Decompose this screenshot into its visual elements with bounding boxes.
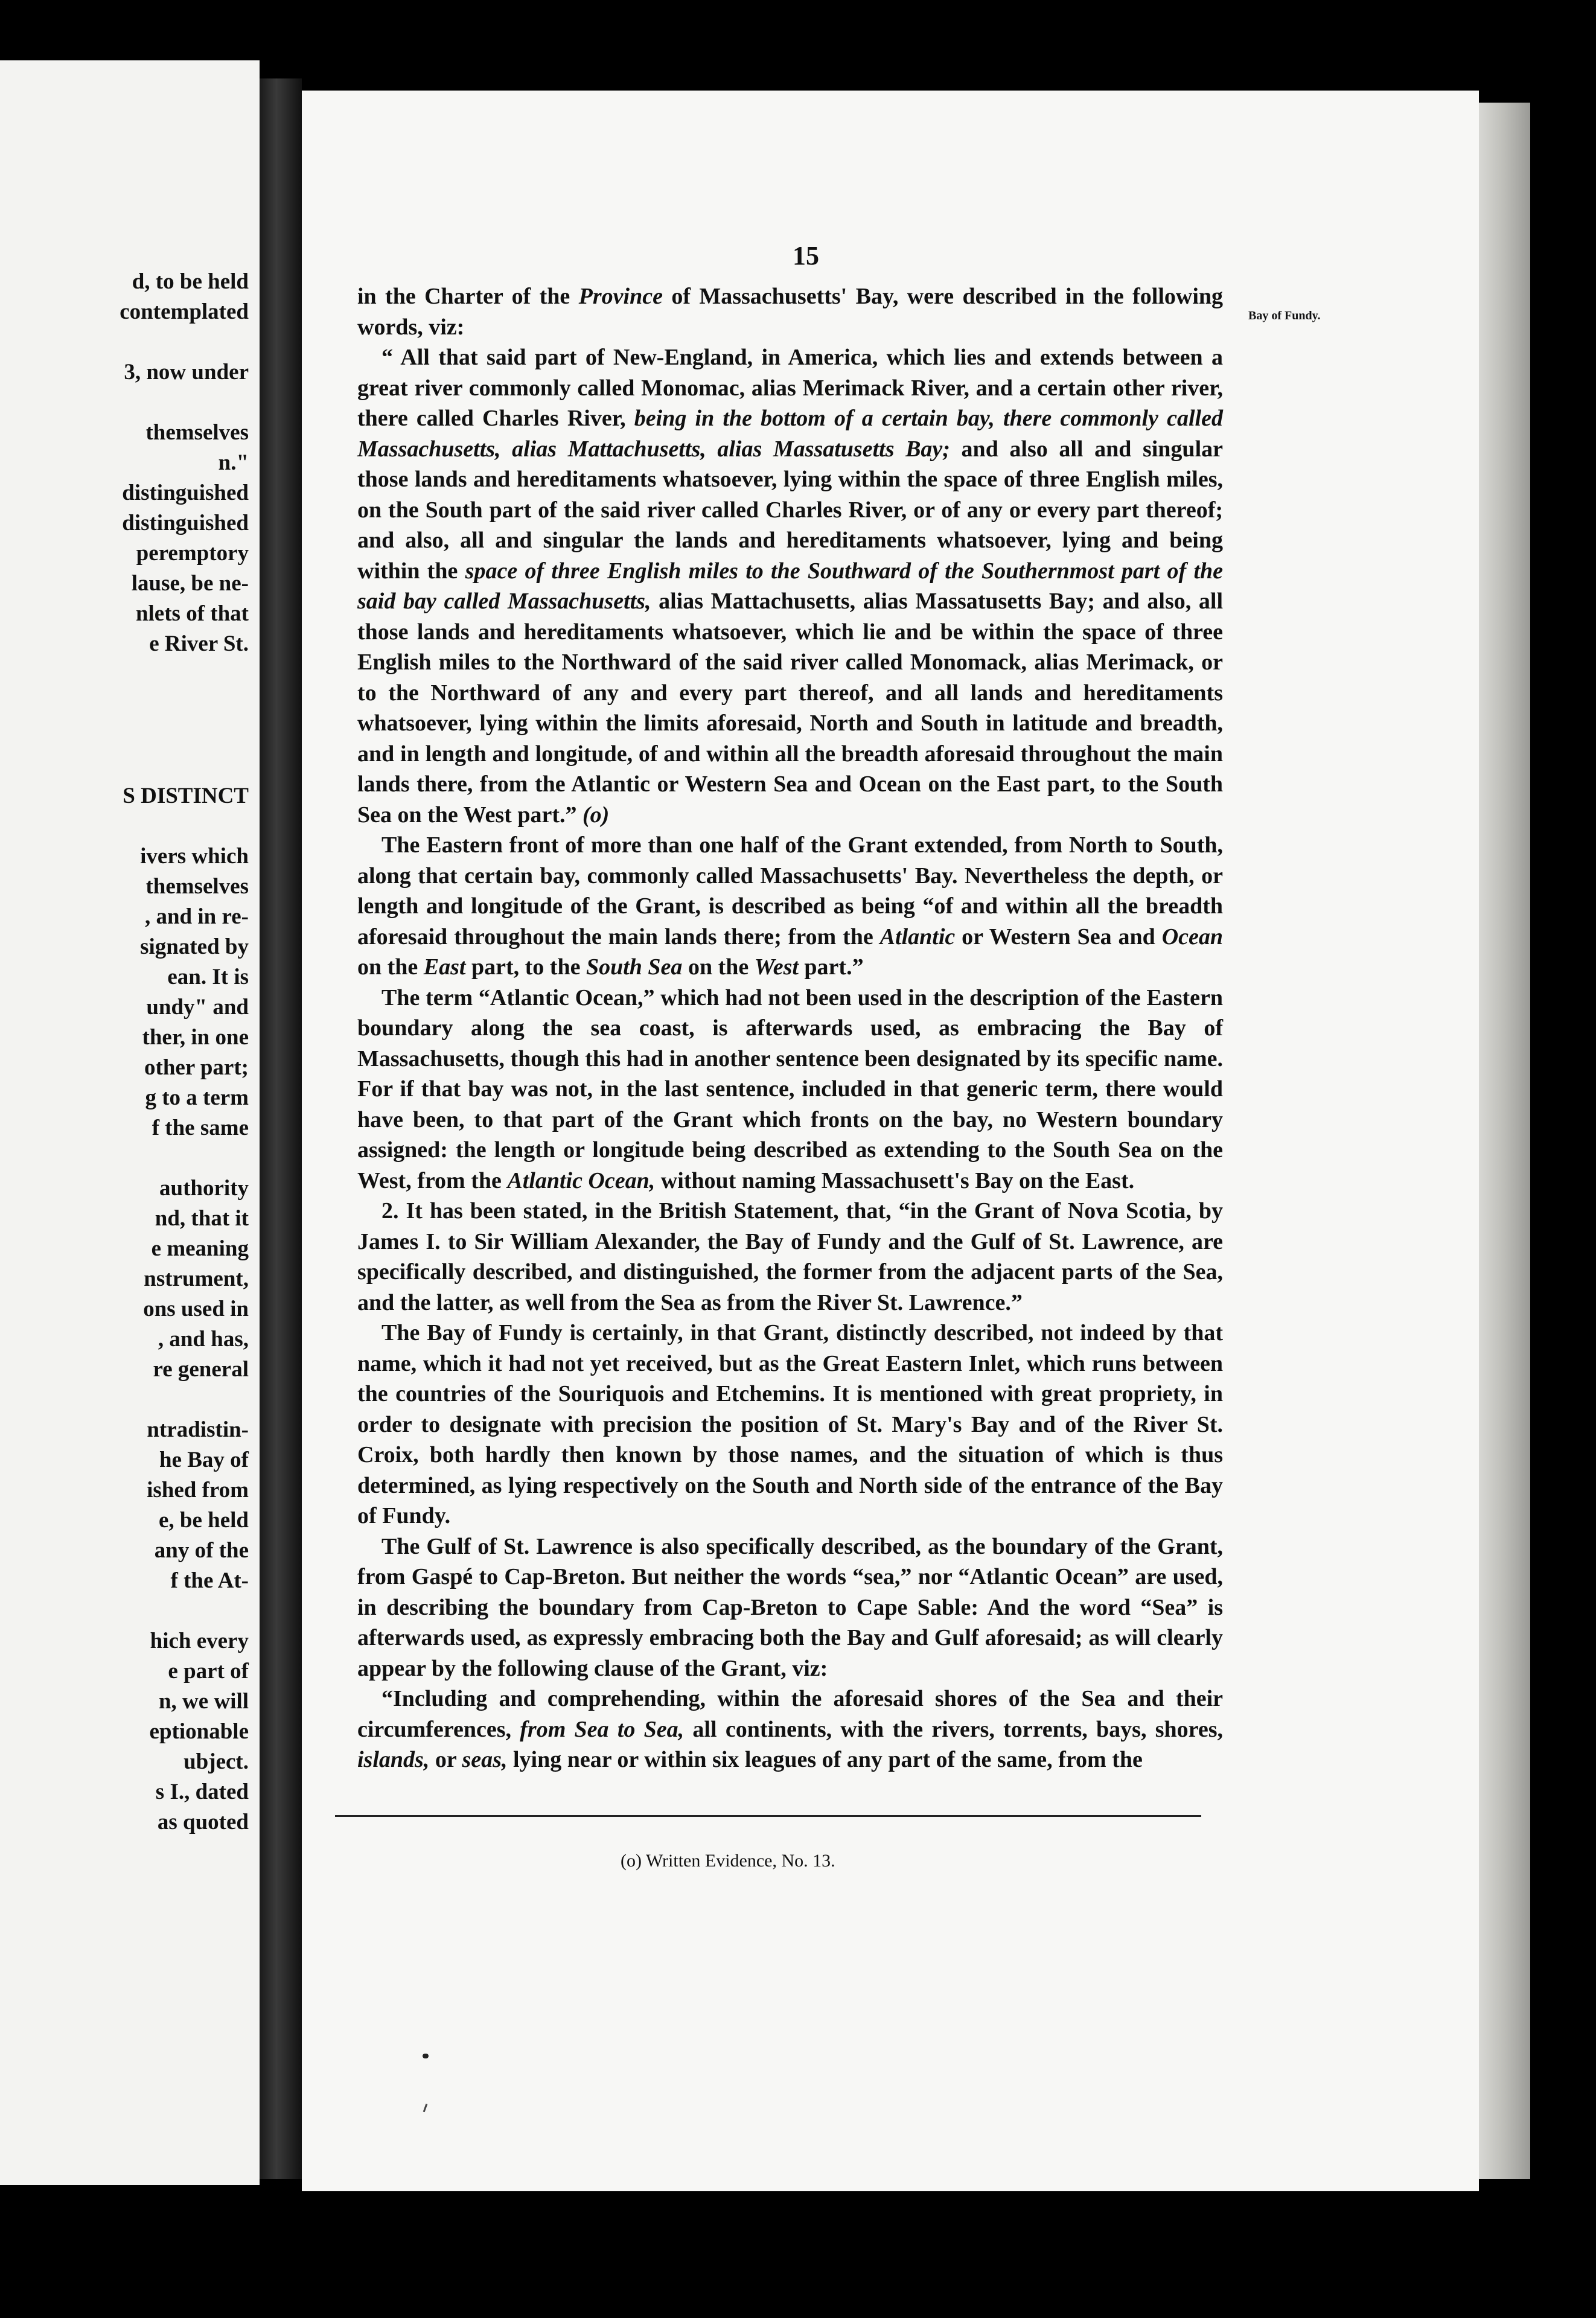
left-page-line: ean. It is <box>167 965 249 989</box>
left-page-line: nd, that it <box>155 1206 249 1231</box>
left-page-line: e River St. <box>149 631 249 656</box>
left-page-line: any of the <box>154 1538 249 1563</box>
left-page-line: lause, be ne- <box>131 571 249 596</box>
footnote: (o) Written Evidence, No. 13. <box>621 1851 835 1871</box>
paragraph: “Including and comprehending, within the aforesaid shores of the Sea and their circumferences, from Sea to Sea, all continents, with the rivers, torrents, bays, shores, islands, or seas, lying near or within six leagues of any part of the same, from the <box>357 1686 1223 1772</box>
page-number: 15 <box>793 241 819 270</box>
left-page-line: e meaning <box>151 1236 249 1261</box>
paragraph: The Eastern front of more than one half of the Grant extended, from North to South, along that certain bay, commonly called Massachusetts' Bay. Nevertheless the depth, or length and longitude of the Grant, is described as being “of and within all the breadth aforesaid throughout the main lands there; from the Atlantic or Western Sea and Ocean on the East part, to the South Sea on the West part.” <box>357 832 1223 980</box>
left-page-line: , and has, <box>158 1327 249 1352</box>
left-page-line: n." <box>218 450 249 475</box>
paragraph: The term “Atlantic Ocean,” which had not been used in the description of the Eastern boundary along the sea coast, is afterwards used, as embracing the Bay of Massachusetts, though this had in another sentence been designated by its specific name. For if that bay was not, in the last sentence, included in that generic term, there would have been, to that part of the Grant which fronts on the bay, no Western boundary assigned: the length or longitude being described as extending to the South Sea on the West, from the Atlantic Ocean, without naming Massachusett's Bay on the East. <box>357 985 1223 1193</box>
left-page-line: d, to be held <box>132 269 249 294</box>
left-page-line: contemplated <box>120 299 249 324</box>
left-page-line: ther, in one <box>142 1025 249 1050</box>
left-page-line: nstrument, <box>144 1266 249 1291</box>
left-page-line: hich every <box>150 1629 249 1653</box>
left-page-line: S DISTINCT <box>123 784 249 808</box>
body-text <box>357 281 1223 1775</box>
left-page-line: , and in re- <box>144 904 249 929</box>
left-page-line: authority <box>159 1176 249 1201</box>
page-edge <box>1479 103 1530 2179</box>
left-page-line: distinguished <box>122 511 249 535</box>
left-page-line: ivers which <box>140 844 249 869</box>
left-page <box>0 60 260 2185</box>
left-page-line: ons used in <box>143 1297 249 1321</box>
left-page-line: f the same <box>152 1116 249 1140</box>
paragraph: in the Charter of the Province of Massachusetts' Bay, were described in the following words, viz: <box>357 284 1224 340</box>
footnote-rule <box>335 1815 1201 1817</box>
left-page-line: signated by <box>140 934 249 959</box>
left-page-line: distinguished <box>122 481 249 505</box>
margin-note: Bay of Fundy. <box>1248 309 1321 322</box>
left-page-line: ubject. <box>184 1749 249 1774</box>
left-page-line: as quoted <box>157 1810 249 1834</box>
paragraph: The Gulf of St. Lawrence is also specifically described, as the boundary of the Grant, from Gaspé to Cap-Breton. But neither the words “sea,” nor “Atlantic Ocean” are used, in describing the boundary from Cap-Breton to Cape Sable: And the word “Sea” is afterwards used, as expressly embracing both the Bay and Gulf aforesaid; as will clearly appear by the following clause of the Grant, viz: <box>357 1533 1223 1681</box>
book-gutter <box>260 78 302 2179</box>
paragraph: 2. It has been stated, in the British Statement, that, “in the Grant of Nova Scotia, by James I. to Sir William Alexander, the Bay of Fundy and the Gulf of St. Lawrence, are specifically described, and distinguished, the former from the adjacent parts of the Sea, and the latter, as well from the Sea as from the River St. Lawrence.” <box>357 1198 1223 1315</box>
paragraph: “ All that said part of New-England, in America, which lies and extends between a great river commonly called Monomac, alias Merimack River, and a certain other river, there called Charles River, being in the bottom of a certain bay, there commonly called Massachusetts, alias Mattachusetts, alias Massatusetts Bay; and also all and singular those lands and hereditaments whatsoever, lying within the space of three English miles, on the South part of the said river called Charles River, or of any or every part thereof; and also, all and singular the lands and hereditaments whatsoever, lying and being within the space of three English miles to the Southward of the Southernmost part of the said bay called Massachusetts, alias Mattachusetts, alias Massatusetts Bay; and also, all those lands and hereditaments whatsoever, which lie and be within the space of three English miles to the Northward of the said river called Monomack, alias Merimack, or to the Northward of any and every part thereof, and all lands and hereditaments whatsoever, lying within the limits aforesaid, North and South in latitude and breadth, and in length and longitude, of and within all the breadth aforesaid throughout the main lands there, from the Atlantic or Western Sea and Ocean on the East part, to the South Sea on the West part.” (o) <box>357 345 1224 828</box>
left-page-line: g to a term <box>145 1085 249 1110</box>
left-page-line: e, be held <box>158 1508 249 1533</box>
left-page-line: themselves <box>145 420 249 445</box>
left-page-line: other part; <box>144 1055 249 1080</box>
left-page-line: ished from <box>147 1478 249 1502</box>
left-page-line: ntradistin- <box>147 1417 249 1442</box>
left-page-line: he Bay of <box>159 1448 249 1472</box>
left-page-line: eptionable <box>149 1719 249 1744</box>
stray-mark <box>423 2054 429 2058</box>
left-page-line: s I., dated <box>155 1780 249 1804</box>
left-page-line: undy" and <box>146 995 249 1020</box>
left-page-line: themselves <box>145 874 249 899</box>
left-page-line: n, we will <box>158 1689 249 1714</box>
left-page-line: peremptory <box>136 541 249 566</box>
left-page-line: e part of <box>168 1659 249 1684</box>
left-page-line: nlets of that <box>135 601 249 626</box>
paragraph: The Bay of Fundy is certainly, in that Grant, distinctly described, not indeed by that name, which it had not yet received, but as the Great Eastern Inlet, which runs between the countries of the Souriquois and Etchemins. It is mentioned with great propriety, in order to designate with precision the position of St. Mary's Bay and of the River St. Croix, both hardly then known by those names, and the situation of which is thus determined, as lying respectively on the South and North side of the entrance of the Bay of Fundy. <box>357 1320 1223 1528</box>
left-page-line: f the At- <box>170 1568 249 1593</box>
left-page-line: 3, now under <box>124 360 249 385</box>
left-page-line: re general <box>153 1357 249 1382</box>
